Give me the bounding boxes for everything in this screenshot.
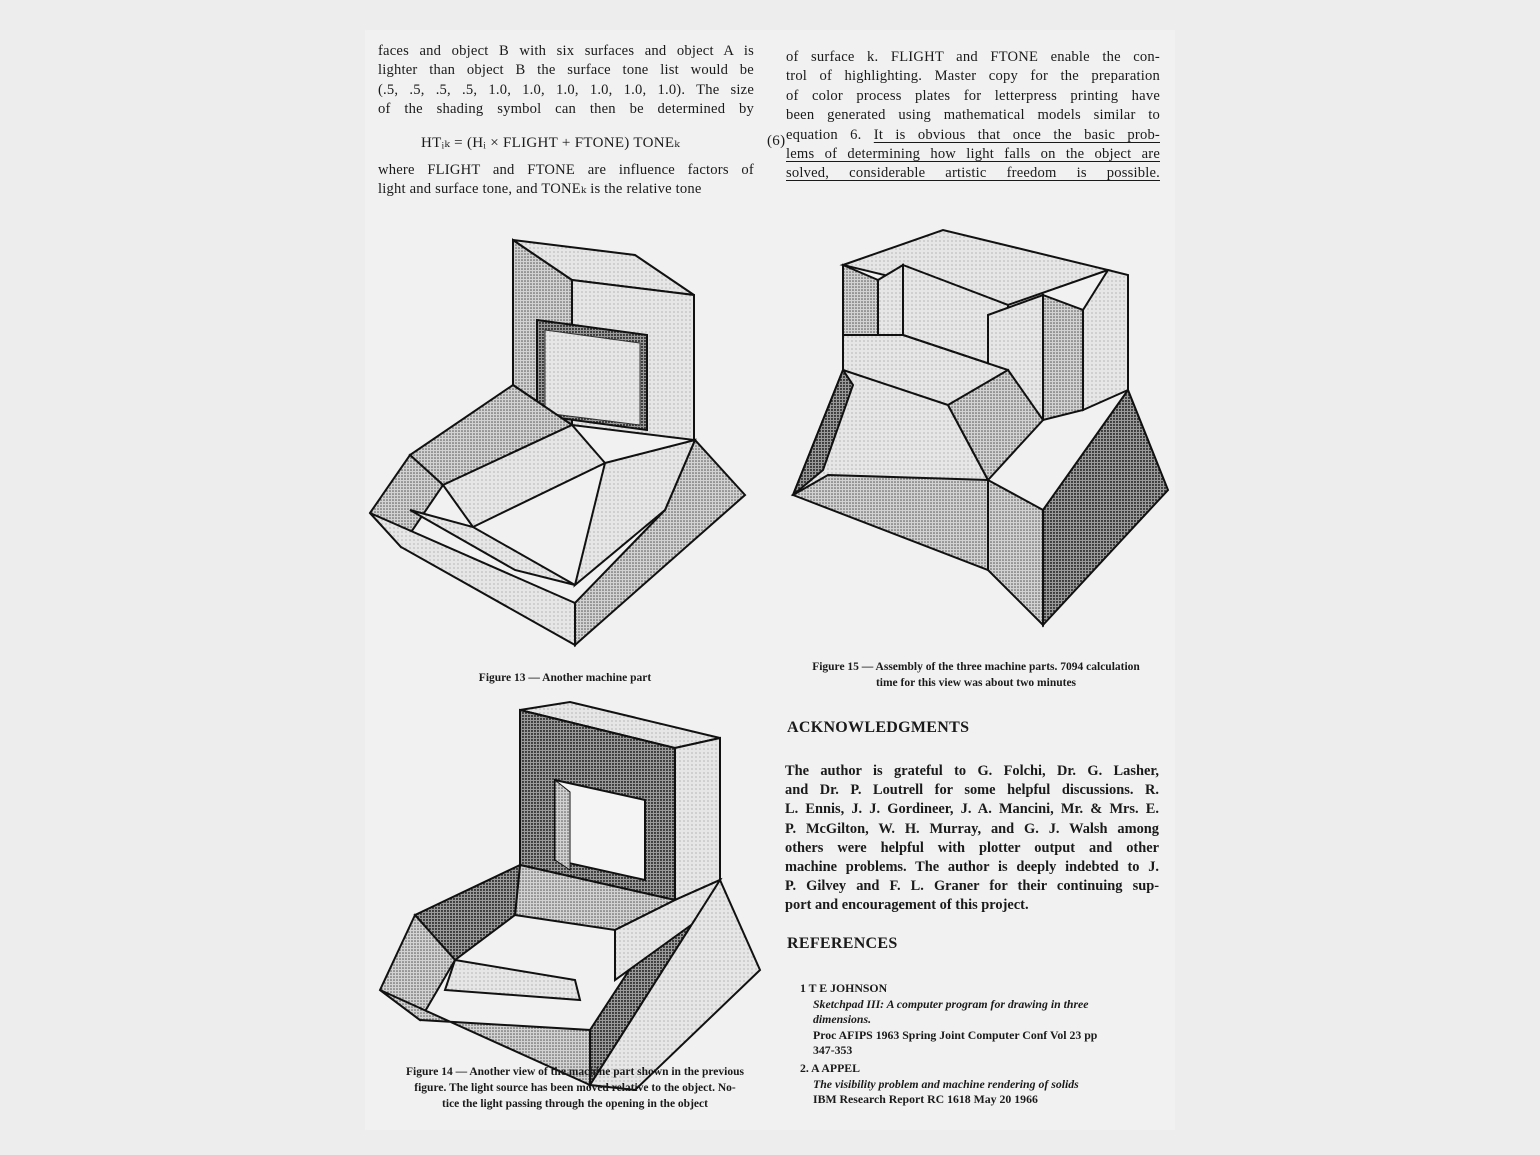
text-line: others were helpful with plotter output and other: [785, 839, 1159, 856]
text-line: P. Gilvey and F. L. Graner for their continuing sup-: [785, 878, 1159, 895]
text-line: The author is grateful to G. Folchi, Dr. G. Lasher,: [785, 763, 1159, 779]
underlined-text-line: lems of determining how light falls on the object are: [786, 146, 1160, 163]
equation-number: (6): [767, 133, 786, 149]
text-line: faces and object B with six surfaces and object A is: [378, 43, 754, 59]
equation-6: [421, 133, 811, 152]
left-column-text-continued: [378, 161, 754, 200]
reference-number: 1: [800, 981, 806, 995]
caption-line: time for this view was about two minutes: [875, 677, 1077, 689]
text-line: lighter than object B the surface tone list would be: [378, 62, 754, 79]
caption-line: figure. The light source has been moved relative to the object. No-: [414, 1082, 736, 1094]
reference-source: 347-353: [813, 1043, 853, 1057]
reference-source: IBM Research Report RC 1618 May 20 1966: [813, 1092, 1038, 1106]
acknowledgments-text: [785, 762, 1159, 916]
acknowledgments-heading: ACKNOWLEDGMENTS: [787, 719, 970, 736]
text-line: (.5, .5, .5, .5, 1.0, 1.0, 1.0, 1.0, 1.0, 1.0). The size: [378, 81, 754, 98]
text-line: port and encouragement of this project.: [785, 897, 1029, 914]
text-span: equation 6.: [786, 126, 874, 143]
text-line: light and surface tone, and TONEₖ is the relative tone: [378, 181, 702, 198]
figure-13-caption: Figure 13 — Another machine part: [478, 672, 652, 684]
reference-number: 2.: [800, 1061, 809, 1075]
underlined-text-line: solved, considerable artistic freedom is possible.: [786, 165, 1160, 182]
left-column-text: [378, 42, 754, 120]
caption-line: Figure 14 — Another view of the machine part shown in the previous: [406, 1066, 744, 1078]
text-line: [786, 126, 1160, 145]
equation-text: HTᵢₖ = (Hᵢ × FLIGHT + FTONE) TONEₖ: [421, 135, 681, 151]
figure-15-caption: [781, 659, 1171, 691]
paper-page: [365, 30, 1175, 1130]
text-line: trol of highlighting. Master copy for the preparation: [786, 68, 1160, 85]
text-line: of surface k. FLIGHT and FTONE enable the con-: [786, 49, 1160, 65]
reference-1: [800, 981, 1165, 1059]
text-line: of color process plates for letterpress printing have: [786, 87, 1160, 104]
text-line: where FLIGHT and FTONE are influence factors of: [378, 162, 754, 178]
text-line: P. McGilton, W. H. Murray, and G. J. Walsh among: [785, 820, 1159, 837]
reference-author: T E JOHNSON: [808, 981, 888, 995]
text-line: of the shading symbol can then be determined by: [378, 101, 754, 118]
reference-title: Sketchpad III: A computer program for drawing in three: [813, 996, 1089, 1011]
figure-15-drawing: [783, 220, 1178, 640]
references-heading: REFERENCES: [787, 935, 898, 952]
figure-14-caption: [375, 1064, 775, 1112]
text-line: L. Ennis, J. J. Gordineer, J. A. Mancini, Mr. & Mrs. E.: [785, 801, 1159, 818]
text-line: and Dr. P. Loutrell for some helpful discussions. R.: [785, 782, 1159, 799]
reference-2: [800, 1061, 1165, 1108]
reference-title: dimensions.: [813, 1012, 872, 1026]
figure-13-drawing: [365, 235, 765, 675]
reference-author: A APPEL: [811, 1061, 861, 1075]
right-column-text: [786, 48, 1160, 184]
underlined-text: It is obvious that once the basic prob-: [873, 126, 1160, 143]
caption-line: Figure 15 — Assembly of the three machine parts. 7094 calculation: [812, 661, 1140, 673]
caption-line: tice the light passing through the opening in the object: [442, 1098, 708, 1110]
reference-source: Proc AFIPS 1963 Spring Joint Computer Conf Vol 23 pp: [813, 1027, 1098, 1042]
figure-14-drawing: [375, 700, 775, 1100]
reference-title: The visibility problem and machine rendering of solids: [813, 1076, 1079, 1091]
text-line: been generated using mathematical models similar to: [786, 107, 1160, 124]
text-line: machine problems. The author is deeply indebted to J.: [785, 859, 1159, 876]
